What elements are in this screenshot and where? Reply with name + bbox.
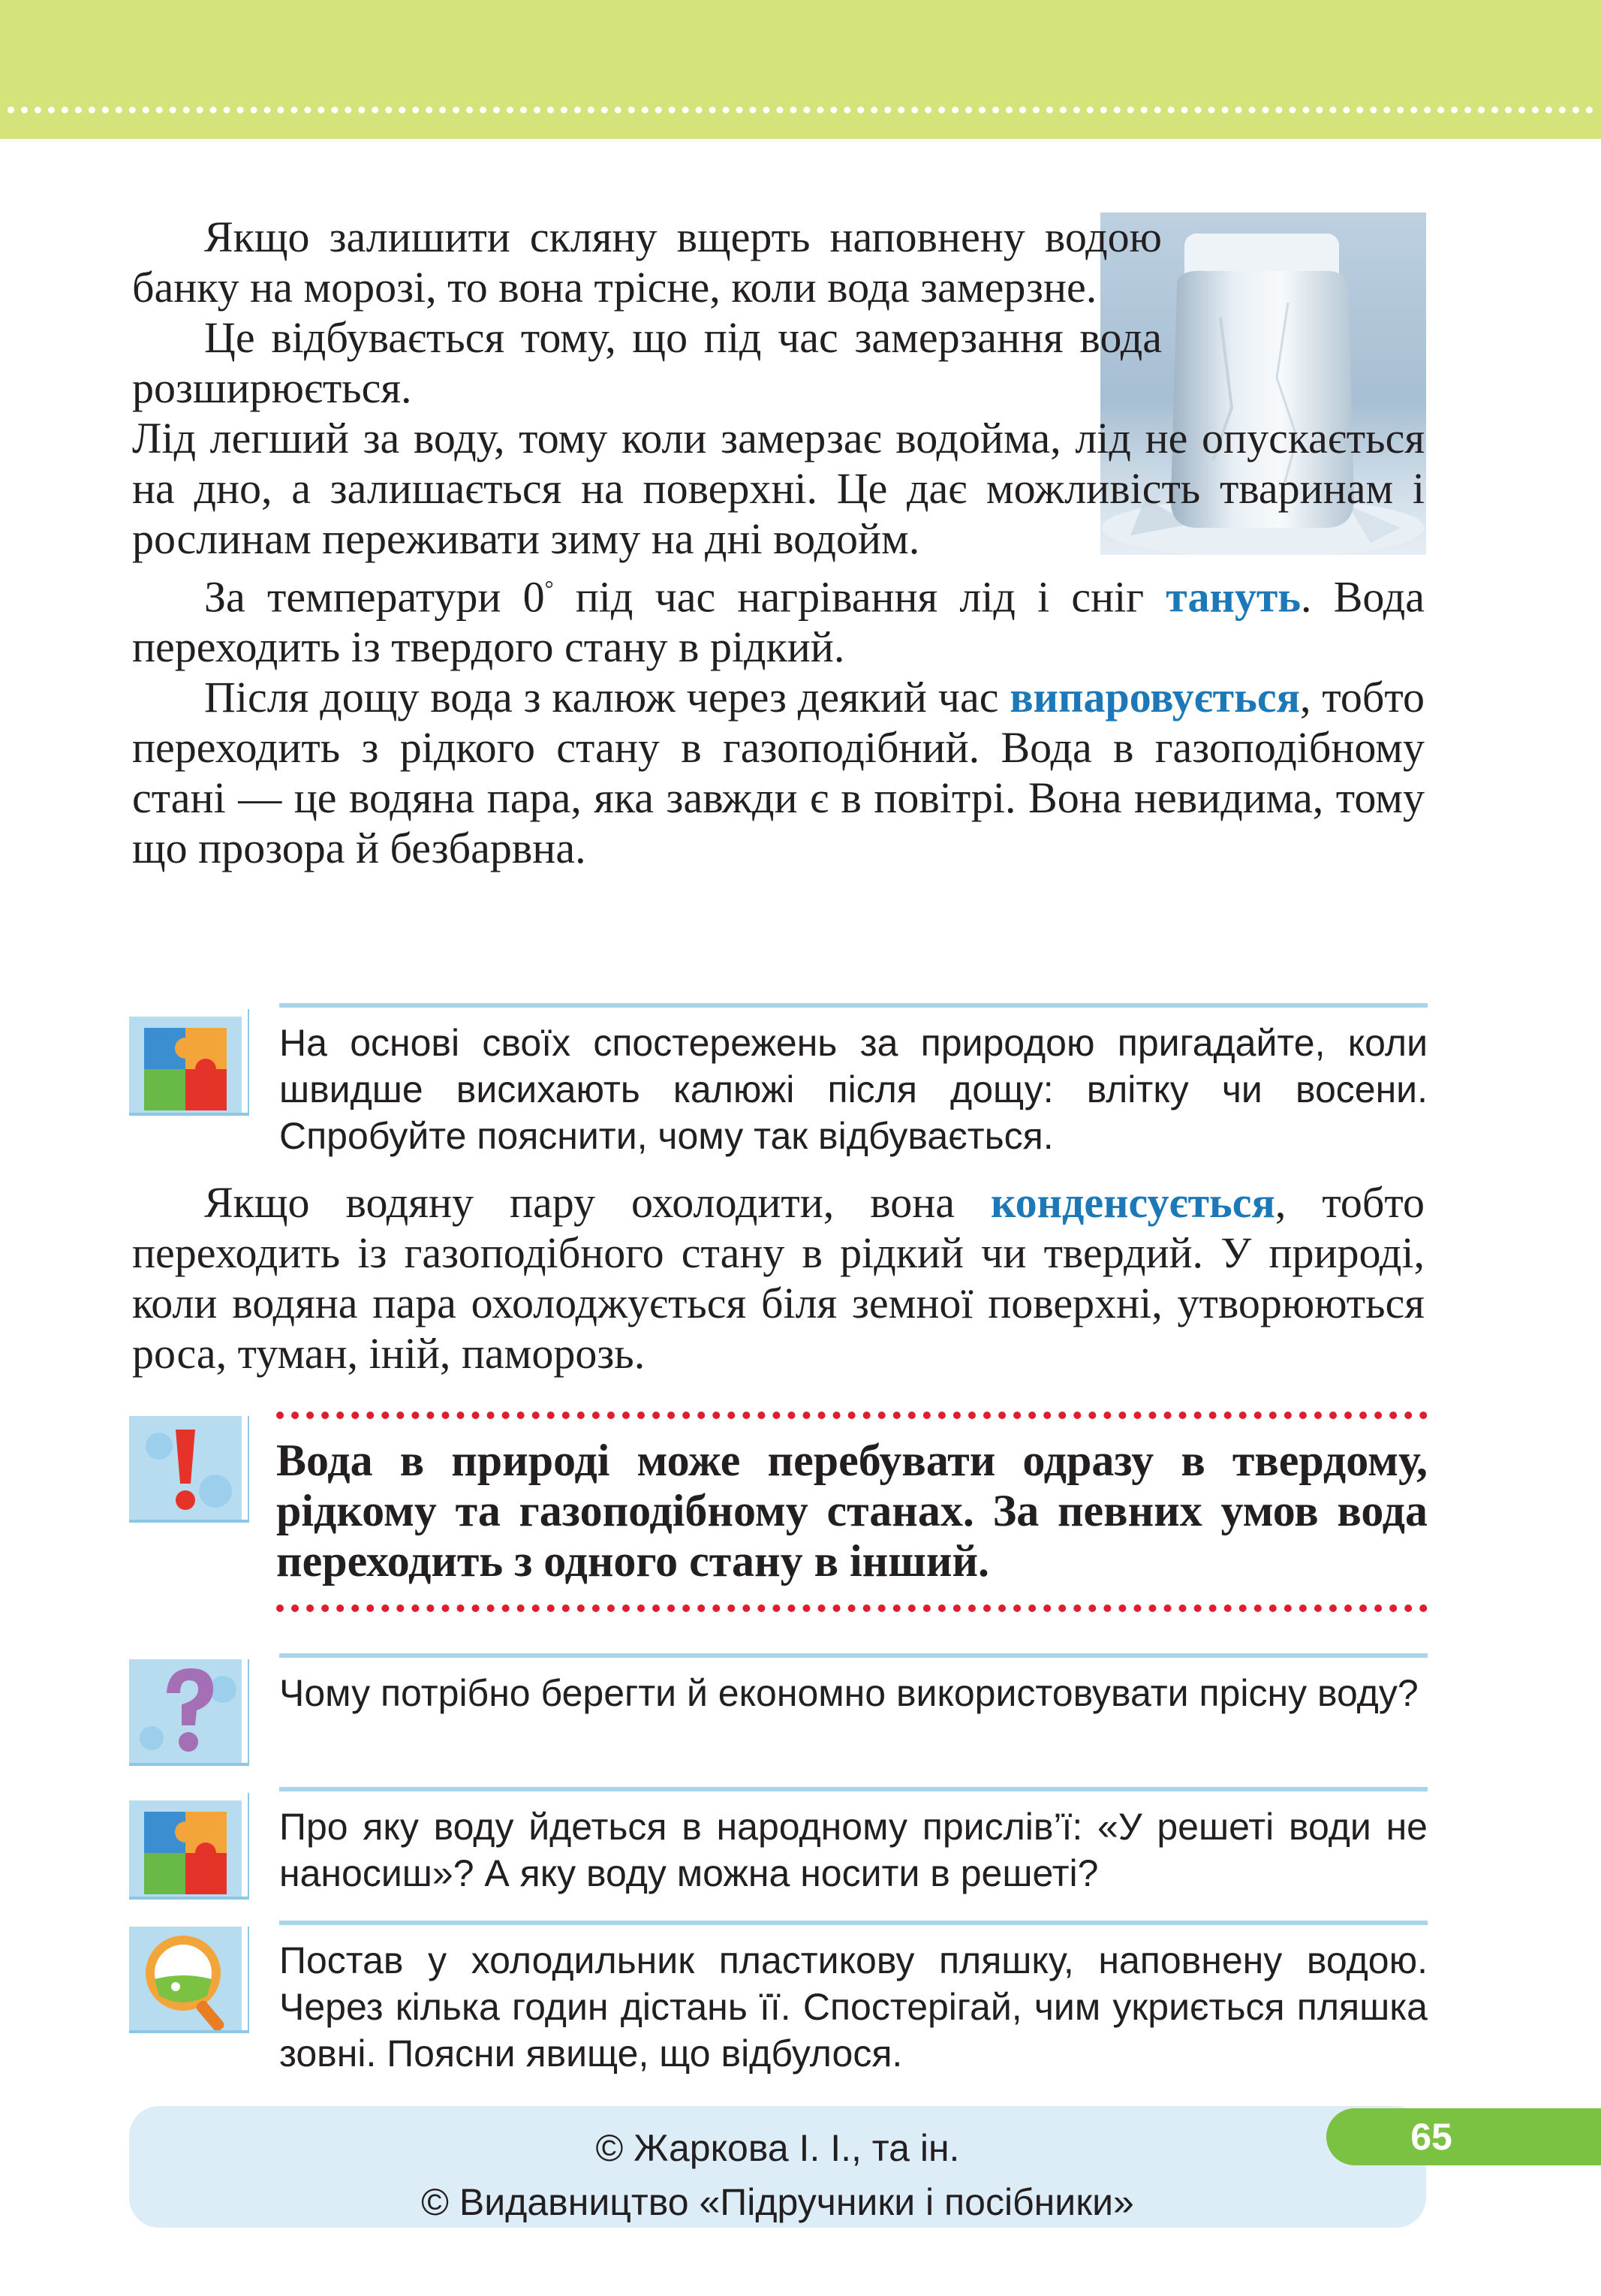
header-band — [0, 0, 1601, 139]
puzzle-icon — [129, 1009, 249, 1122]
paragraph-4-part-1: За температури 0 — [204, 572, 545, 622]
puzzle-icon — [129, 1793, 249, 1906]
paragraph-5 — [132, 672, 1425, 873]
paragraph-3 — [132, 413, 1425, 564]
paragraph-6-part-2: , тобто переходить із газоподібного стану в рідкий чи твердий. У природі, коли водяна пара охолоджується біля земної поверхні, утворюються роса, туман, іній, паморозь. — [132, 1178, 1425, 1378]
task-row-2 — [129, 1787, 1428, 1907]
question-text: Чому потрібно берегти й економно використовувати прісну воду? — [279, 1672, 1419, 1714]
magnifier-icon — [129, 1927, 249, 2039]
term-melt: тануть — [1166, 572, 1302, 622]
paragraph-5-part-1: Після дощу вода з калюж через деякий час — [204, 673, 1010, 722]
paragraph-4 — [132, 564, 1425, 672]
experiment-box — [279, 1921, 1428, 2077]
task-2-text: Про яку воду йдеться в народному прислів’ї: «У решеті води не наносиш»? А яку воду можна носити в решеті? — [279, 1806, 1428, 1894]
paragraph-3-text: Лід легший за воду, тому коли замерзає водойма, лід не опускається на дно, а залишається на поверхні. Це дає можливість тваринам і рослинам переживати зиму на дні водойм. — [132, 414, 1425, 563]
term-condense: конденсується — [990, 1178, 1275, 1227]
main-text-top — [132, 212, 1425, 873]
paragraph-4-part-3: . Вода переходить із твердого стану в рідкий. — [132, 572, 1425, 672]
copyright-publisher: © Видавництво «Підручники і посібники» — [421, 2181, 1134, 2223]
key-statement-top-dots — [276, 1412, 1428, 1419]
paragraph-5-part-2: , тобто переходить з рідкого стану в газоподібний. Вода в газоподібному стані — це водяна пара, яка завжди є в повітрі. Вона невидима, тому що прозора й безбарвна. — [132, 673, 1425, 873]
question-mark-icon — [129, 1659, 249, 1772]
key-statement-text: Вода в природі може перебувати одразу в твердому, рідкому та газоподібному станах. За певних умов вода переходить з одного стану в інший. — [276, 1436, 1428, 1586]
header-dotted-line — [8, 107, 1593, 113]
question-box — [279, 1653, 1428, 1716]
task-1-text: На основі своїх спостережень за природою пригадайте, коли швидше висихають калюжі після дощу: влітку чи восени. Спробуйте пояснити, чому так відбувається. — [279, 1022, 1428, 1157]
copyright-footer — [129, 2106, 1426, 2228]
paragraph-6-part-1: Якщо водяну пару охолодити, вона — [204, 1178, 991, 1227]
task-box-1 — [279, 1003, 1428, 1159]
key-statement-bottom-dots — [276, 1604, 1428, 1612]
main-text-middle — [132, 1177, 1425, 1379]
task-box-2 — [279, 1787, 1428, 1897]
exclamation-icon — [129, 1416, 249, 1529]
paragraph-1: Якщо залишити скляну вщерть наповнену водою банку на морозі, то вона трісне, коли вода замерзне. — [132, 212, 1162, 312]
experiment-text: Постав у холодильник пластикову пляшку, наповнену водою. Через кілька годин дістань її. Спостерігай, чим укриється пляшка зовні. Поясни явище, що відбулося. — [279, 1939, 1428, 2075]
page-number-tab — [1326, 2108, 1601, 2165]
key-statement-box — [276, 1412, 1428, 1612]
paragraph-2: Це відбувається тому, що під час замерзання вода розширюється. — [132, 313, 1162, 412]
question-row — [129, 1653, 1428, 1773]
term-evaporate: випаровується — [1010, 673, 1300, 722]
paragraph-4-part-2: під час нагрівання лід і сніг — [553, 572, 1166, 622]
paragraph-6 — [132, 1177, 1425, 1379]
copyright-authors: © Жаркова І. І., та ін. — [595, 2127, 960, 2169]
experiment-row — [129, 1921, 1428, 2086]
task-row-1 — [129, 1003, 1428, 1157]
page-number: 65 — [1410, 2116, 1452, 2158]
degree-sign: ° — [544, 577, 554, 601]
